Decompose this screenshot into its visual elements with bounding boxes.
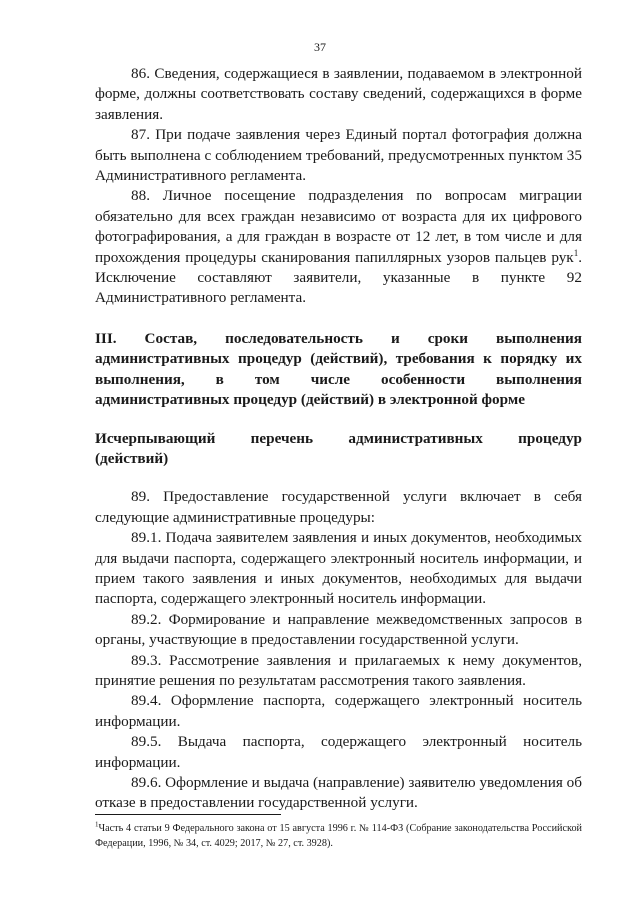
footnote-reference[interactable]: 1: [573, 247, 579, 258]
paragraph-88-text-before: 88. Личное посещение подразделения по вопросам миграции обязательно для всех граждан независимо от возраста для их цифрового фотографирования, а для граждан в возрасте от 12 лет, в том числе и для прохождения процедуры сканирования папиллярных узоров пальцев рук: [95, 187, 582, 266]
footnote: [95, 822, 582, 851]
footnote-divider: [95, 814, 281, 815]
subsection-heading-rest: (действий): [95, 449, 169, 467]
section-heading-rest: административных процедур (действий), требования к порядку их выполнения, в том числе особенности выполнения административных процедур (действий) в электронной форме: [95, 350, 582, 409]
paragraph-86: 86. Сведения, содержащиеся в заявлении, подаваемом в электронной форме, должны соответствовать составу сведений, содержащихся в форме заявления.: [95, 65, 582, 123]
subsection-heading: [95, 429, 582, 470]
footnote-mark: 1: [95, 820, 99, 829]
footnote-text: Часть 4 статьи 9 Федерального закона от 15 августа 1996 г. № 114-ФЗ (Собрание законодательства Российской Федерации, 1996, № 34, ст. 4029; 2017, № 27, ст. 3928).: [95, 823, 582, 849]
paragraph-89-2: 89.2. Формирование и направление межведомственных запросов в органы, участвующие в предоставлении государственной услуги.: [95, 610, 582, 649]
paragraph-88-text-after: . Исключение составляют заявители, указанные в пункте 92 Административного регламента.: [95, 248, 582, 307]
paragraph-87: 87. При подаче заявления через Единый портал фотография должна быть выполнена с соблюдением требований, предусмотренных пунктом 35 Административного регламента.: [95, 126, 582, 185]
paragraph-89-6: 89.6. Оформление и выдача (направление) заявителю уведомления об отказе в предоставлении государственной услуги.: [95, 774, 582, 812]
paragraph-89-3: 89.3. Рассмотрение заявления и прилагаемых к нему документов, принятие решения по результатам рассмотрения такого заявления.: [95, 651, 582, 689]
paragraph-88: [95, 186, 582, 308]
section-heading-lead: III. Состав, последовательность и сроки выполнения: [95, 329, 582, 347]
document-body: [95, 64, 582, 814]
subsection-heading-lead: Исчерпывающий перечень административных процедур: [95, 429, 582, 447]
paragraph-89-1: 89.1. Подача заявителем заявления и иных документов, необходимых для выдачи паспорта, содержащего электронный носитель информации, и прием такого заявления и иных документов, необходимых для выдачи паспорта, содержащего электронный носитель информации.: [95, 529, 582, 608]
paragraph-89: 89. Предоставление государственной услуги включает в себя следующие административные процедуры:: [95, 488, 582, 526]
paragraph-89-4: 89.4. Оформление паспорта, содержащего электронный носитель информации.: [95, 692, 582, 730]
section-heading: [95, 329, 582, 411]
paragraph-89-5: 89.5. Выдача паспорта, содержащего электронный носитель информации.: [95, 733, 582, 771]
spacer: [95, 469, 582, 487]
page-number: 37: [314, 40, 326, 54]
